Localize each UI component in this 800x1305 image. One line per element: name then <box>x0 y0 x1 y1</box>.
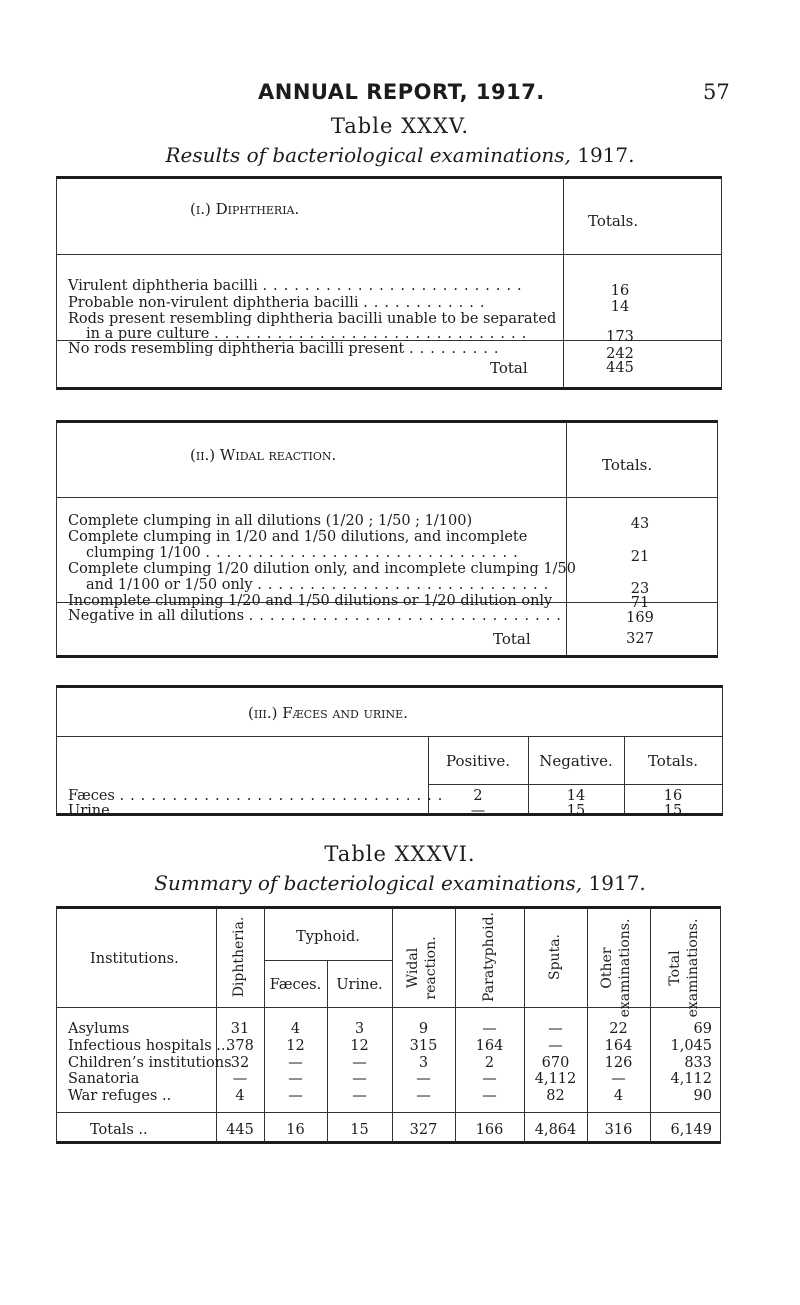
urine-total: 15 <box>663 803 683 819</box>
summary-totals-cell: 327 <box>409 1122 438 1138</box>
summary-row-cell: — <box>611 1071 626 1087</box>
widal-row-value: 71 <box>630 595 650 611</box>
diphtheria-row-value: 242 <box>606 346 634 362</box>
summary-row-cell: — <box>482 1088 497 1104</box>
summary-row-cell: — <box>352 1088 367 1104</box>
urine-positive: — <box>470 803 486 819</box>
summary-row-cell: 4 <box>613 1088 624 1104</box>
summary-row-cell: — <box>288 1071 303 1087</box>
summary-row-cell: 1,045 <box>670 1038 712 1054</box>
summary-row-label: Children’s institutions <box>68 1055 232 1071</box>
widal-row-value: 21 <box>630 549 650 565</box>
diphtheria-totals-heading: Totals. <box>588 212 639 230</box>
summary-totals-cell: 6,149 <box>670 1122 712 1138</box>
widal-row-label: Complete clumping in 1/20 and 1/50 dilutions, and incomplete <box>68 529 528 545</box>
summary-row-cell: — <box>548 1038 563 1054</box>
summary-totals-label: Totals .. <box>90 1122 148 1138</box>
urine-row-label: Urine ............................... <box>68 803 444 819</box>
summary-row-cell: 4,112 <box>534 1071 577 1087</box>
summary-totals-cell: 445 <box>226 1122 254 1138</box>
diphtheria-heading: (i.) Diphtheria. <box>190 200 300 218</box>
faeces-row-label: Fæces ............................... <box>68 788 449 804</box>
table35-subtitle-text: Results of bacteriological examinations, <box>165 143 571 167</box>
widal-totals-heading: Totals. <box>602 456 653 474</box>
col-positive: Positive. <box>446 752 510 770</box>
summary-row-cell: 126 <box>604 1055 633 1071</box>
summary-row-cell: 833 <box>684 1055 712 1071</box>
table36-subtitle-text: Summary of bacteriological examinations, <box>154 871 583 895</box>
summary-totals-cell: 316 <box>604 1122 633 1138</box>
summary-totals-cell: 166 <box>475 1122 504 1138</box>
widal-row-value: 23 <box>630 581 650 597</box>
diphtheria-row-value: 173 <box>606 329 634 345</box>
summary-row-cell: — <box>416 1088 431 1104</box>
header-sputa: Sputa. <box>547 934 563 980</box>
summary-row-cell: — <box>416 1071 431 1087</box>
summary-totals-cell: 15 <box>350 1122 369 1138</box>
summary-row-label: War refuges .. <box>68 1088 172 1104</box>
summary-row-cell: — <box>482 1021 497 1037</box>
faeces-total: 16 <box>663 788 683 804</box>
summary-row-cell: — <box>352 1071 367 1087</box>
widal-row-label: Negative in all dilutions .............................. <box>68 608 567 624</box>
summary-row-cell: — <box>482 1071 497 1087</box>
table35-title: Table XXXV. <box>330 114 470 138</box>
report-title: ANNUAL REPORT, 1917. <box>258 80 545 104</box>
summary-row-cell: 164 <box>475 1038 504 1054</box>
widal-row-label-cont: and 1/100 or 1/50 only ............................ <box>86 577 555 593</box>
summary-totals-cell: 16 <box>286 1122 305 1138</box>
faeces-negative: 14 <box>566 788 586 804</box>
widal-heading: (ii.) Widal reaction. <box>190 446 337 464</box>
header-other: Other examinations. <box>599 918 633 1018</box>
summary-row-cell: 378 <box>226 1038 254 1054</box>
summary-row-cell: 31 <box>230 1021 250 1037</box>
summary-row-cell: — <box>288 1055 303 1071</box>
summary-row-cell: — <box>288 1088 303 1104</box>
summary-row-cell: 22 <box>609 1021 628 1037</box>
summary-row-cell: 2 <box>484 1055 495 1071</box>
diphtheria-row-label-cont: in a pure culture .............................. <box>86 326 533 342</box>
summary-row-cell: 12 <box>286 1038 305 1054</box>
summary-row-cell: — <box>232 1071 248 1087</box>
header-institutions: Institutions. <box>90 951 179 967</box>
diphtheria-row-label: Virulent diphtheria bacilli ......................... <box>68 278 528 294</box>
summary-row-cell: 3 <box>418 1055 429 1071</box>
header-diphtheria: Diphtheria. <box>231 916 247 998</box>
diphtheria-row-label: No rods resembling diphtheria bacilli present ......... <box>68 341 505 357</box>
summary-row-cell: 69 <box>693 1021 712 1037</box>
diphtheria-row-value: 14 <box>610 299 630 315</box>
diphtheria-row-value: 16 <box>610 283 630 299</box>
table36-subtitle-year: 1917. <box>588 871 646 895</box>
summary-row-cell: 164 <box>604 1038 633 1054</box>
table36-subtitle <box>0 871 800 895</box>
summary-row-label: Infectious hospitals ... <box>68 1038 231 1054</box>
summary-row-cell: — <box>352 1055 367 1071</box>
summary-row-cell: 4 <box>290 1021 301 1037</box>
faeces-urine-heading: (iii.) Fæces and urine. <box>248 704 408 722</box>
summary-row-cell: 82 <box>546 1088 565 1104</box>
summary-row-label: Asylums <box>68 1021 130 1037</box>
summary-row-cell: 315 <box>409 1038 438 1054</box>
summary-row-cell: 9 <box>418 1021 429 1037</box>
widal-row-label: Complete clumping 1/20 dilution only, and incomplete clumping 1/50 <box>68 561 577 577</box>
summary-row-cell: 4,112 <box>670 1071 712 1087</box>
summary-row-label: Sanatoria <box>68 1071 140 1087</box>
summary-row-cell: 670 <box>541 1055 570 1071</box>
summary-totals-cell: 4,864 <box>534 1122 577 1138</box>
summary-row-cell: 3 <box>354 1021 365 1037</box>
header-faeces: Fæces. <box>269 977 322 993</box>
urine-negative: 15 <box>566 803 586 819</box>
widal-row-value: 43 <box>630 516 650 532</box>
header-total: Total examinations. <box>667 918 701 1018</box>
table35-subtitle-year: 1917. <box>577 143 635 167</box>
summary-row-cell: 32 <box>230 1055 250 1071</box>
diphtheria-row-label: Probable non-virulent diphtheria bacilli ............ <box>68 295 491 311</box>
header-paratyphoid: Paratyphoid. <box>481 912 497 1003</box>
page-number: 57 <box>703 80 730 104</box>
header-urine: Urine. <box>336 977 383 993</box>
header-widal: Widal reaction. <box>405 936 439 1000</box>
diphtheria-total-label: Total <box>490 359 528 377</box>
widal-row-value: 169 <box>626 610 654 626</box>
widal-total-label: Total <box>493 630 531 648</box>
widal-row-label-cont: clumping 1/100 .............................. <box>86 545 524 561</box>
summary-row-cell: 12 <box>350 1038 369 1054</box>
table36-title: Table XXXVI. <box>324 842 476 866</box>
diphtheria-row-label: Rods present resembling diphtheria bacilli unable to be separated <box>68 311 557 327</box>
diphtheria-total-value: 445 <box>606 360 634 376</box>
summary-row-cell: 90 <box>693 1088 712 1104</box>
widal-total-value: 327 <box>626 631 654 647</box>
summary-row-cell: — <box>548 1021 563 1037</box>
table35-subtitle <box>0 143 800 167</box>
header-typhoid: Typhoid. <box>296 929 360 945</box>
col-negative: Negative. <box>539 752 613 770</box>
faeces-positive: 2 <box>473 788 483 804</box>
widal-row-label: Incomplete clumping 1/20 and 1/50 dilutions or 1/20 dilution only <box>68 593 553 609</box>
widal-row-label: Complete clumping in all dilutions (1/20 ; 1/50 ; 1/100) <box>68 513 473 529</box>
col-totals: Totals. <box>647 752 699 770</box>
summary-row-cell: 4 <box>235 1088 245 1104</box>
